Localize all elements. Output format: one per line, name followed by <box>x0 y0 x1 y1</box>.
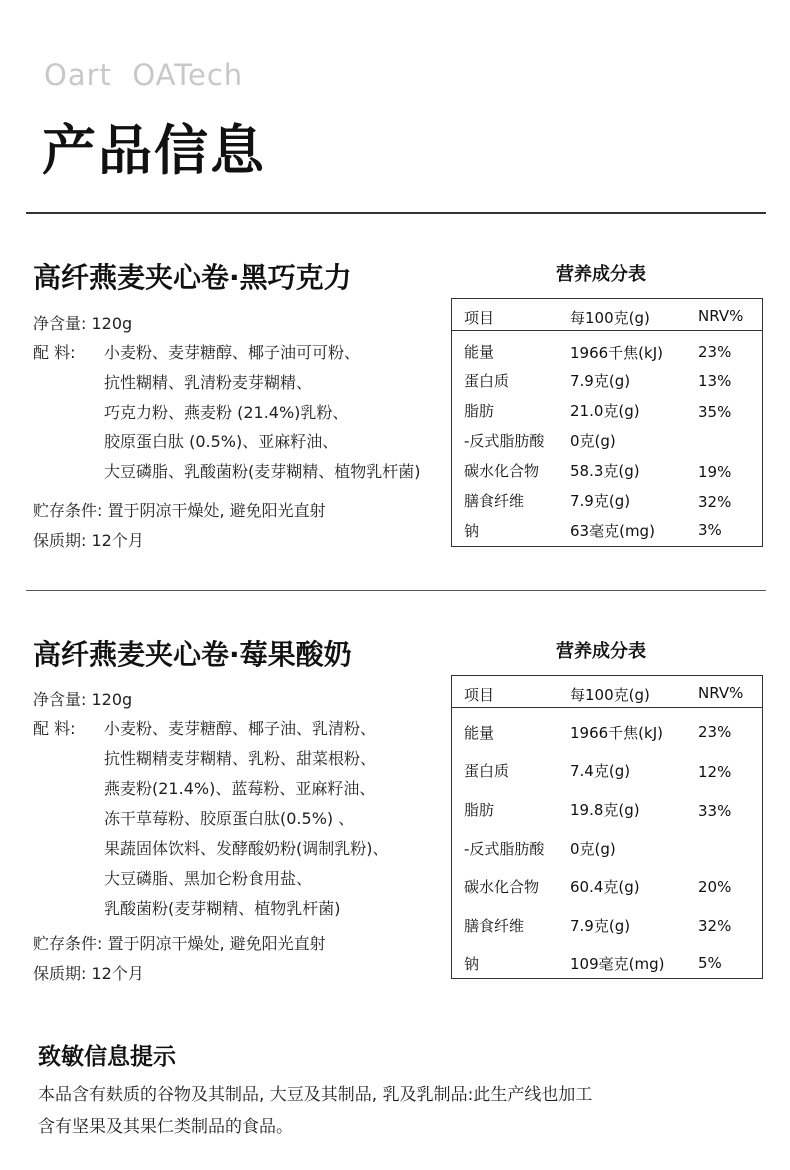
section-divider <box>26 590 766 591</box>
nutrient-amount: 63毫克(mg) <box>570 522 655 540</box>
nutrient-nrv: 35% <box>698 403 732 421</box>
storage-conditions: 贮存条件: 置于阴凉干燥处, 避免阳光直射 <box>33 934 326 953</box>
nutrient-nrv: 3% <box>698 521 722 539</box>
nutrition-table-title: 营养成分表 <box>556 641 646 662</box>
nutrient-nrv: 13% <box>698 372 732 390</box>
nutrient-name: 碳水化合物 <box>464 462 540 480</box>
ingredients-label: 配 料: <box>33 719 76 738</box>
nutrient-amount: 0克(g) <box>570 840 616 858</box>
nutrient-name: 脂肪 <box>464 402 495 420</box>
nutrient-nrv: 19% <box>698 463 732 481</box>
brand-logo-text: Oart OATech <box>44 58 244 92</box>
allergy-text-line: 本品含有麸质的谷物及其制品, 大豆及其制品, 乳及乳制品:此生产线也加工 <box>38 1085 593 1105</box>
nutrient-amount: 7.4克(g) <box>570 762 631 780</box>
nutrient-amount: 109毫克(mg) <box>570 955 665 973</box>
nutrient-amount: 60.4克(g) <box>570 878 640 896</box>
nutrient-amount: 21.0克(g) <box>570 402 640 420</box>
nutrient-nrv: 33% <box>698 802 732 820</box>
nutrient-amount: 58.3克(g) <box>570 462 640 480</box>
nutrient-amount: 0克(g) <box>570 432 616 450</box>
ingredients-label: 配 料: <box>33 343 76 362</box>
nutrient-name: 蛋白质 <box>464 372 510 390</box>
page-title: 产品信息 <box>42 119 266 182</box>
header-item: 项目 <box>464 309 495 327</box>
header-per100g: 每100克(g) <box>570 686 650 704</box>
nutrition-header-row <box>452 676 762 708</box>
ingredients-line: 大豆磷脂、黑加仑粉食用盐、 <box>104 869 313 888</box>
ingredients-line: 燕麦粉(21.4%)、蓝莓粉、亚麻籽油、 <box>104 779 376 798</box>
allergy-text-line: 含有坚果及其果仁类制品的食品。 <box>38 1117 293 1137</box>
nutrient-name: 能量 <box>464 724 495 742</box>
nutrient-nrv: 32% <box>698 493 732 511</box>
nutrient-amount: 7.9克(g) <box>570 372 631 390</box>
header-per100g: 每100克(g) <box>570 309 650 327</box>
nutrient-amount: 19.8克(g) <box>570 801 640 819</box>
product-name: 高纤燕麦夹心卷·黑巧克力 <box>33 261 352 294</box>
nutrient-name: 蛋白质 <box>464 762 510 780</box>
ingredients-line: 胶原蛋白肽 (0.5%)、亚麻籽油、 <box>104 432 339 451</box>
ingredients-line: 巧克力粉、燕麦粉 (21.4%)乳粉、 <box>104 403 349 422</box>
nutrient-amount: 1966千焦(kJ) <box>570 344 663 362</box>
nutrient-name: 脂肪 <box>464 801 495 819</box>
shelf-life: 保质期: 12个月 <box>33 531 144 550</box>
ingredients-line: 乳酸菌粉(麦芽糊精、植物乳杆菌) <box>104 899 341 918</box>
nutrient-name: 碳水化合物 <box>464 878 540 896</box>
net-content: 净含量: 120g <box>33 314 133 333</box>
nutrition-table <box>451 298 763 547</box>
nutrient-nrv: 32% <box>698 917 732 935</box>
product-name: 高纤燕麦夹心卷·莓果酸奶 <box>33 638 352 671</box>
nutrient-name: 能量 <box>464 343 495 361</box>
nutrient-name: -反式脂肪酸 <box>464 432 545 450</box>
nutrient-name: 钠 <box>464 522 480 540</box>
nutrition-table <box>451 675 763 979</box>
nutrient-nrv: 5% <box>698 954 722 972</box>
nutrient-nrv: 12% <box>698 763 732 781</box>
nutrient-name: -反式脂肪酸 <box>464 840 545 858</box>
ingredients-line: 抗性糊精、乳清粉麦芽糊精、 <box>104 373 313 392</box>
ingredients-line: 小麦粉、麦芽糖醇、椰子油可可粉、 <box>104 343 361 362</box>
ingredients-line: 小麦粉、麦芽糖醇、椰子油、乳清粉、 <box>104 719 377 738</box>
header-nrv: NRV% <box>698 684 744 702</box>
nutrient-amount: 7.9克(g) <box>570 492 631 510</box>
header-item: 项目 <box>464 686 495 704</box>
shelf-life: 保质期: 12个月 <box>33 964 144 983</box>
storage-conditions: 贮存条件: 置于阴凉干燥处, 避免阳光直射 <box>33 501 326 520</box>
nutrient-name: 钠 <box>464 955 480 973</box>
net-content: 净含量: 120g <box>33 690 133 709</box>
header-divider <box>26 212 766 214</box>
nutrient-name: 膳食纤维 <box>464 492 525 510</box>
nutrient-nrv: 23% <box>698 723 732 741</box>
ingredients-line: 果蔬固体饮料、发酵酸奶粉(调制乳粉)、 <box>104 839 389 858</box>
ingredients-line: 冻干草莓粉、胶原蛋白肽(0.5%) 、 <box>104 809 355 828</box>
nutrient-name: 膳食纤维 <box>464 917 525 935</box>
nutrient-amount: 1966千焦(kJ) <box>570 724 663 742</box>
nutrition-header-row <box>452 299 762 331</box>
nutrient-nrv: 20% <box>698 878 732 896</box>
ingredients-line: 抗性糊精麦芽糊精、乳粉、甜菜根粉、 <box>104 749 377 768</box>
allergy-title: 致敏信息提示 <box>38 1044 176 1070</box>
nutrient-nrv: 23% <box>698 343 732 361</box>
header-nrv: NRV% <box>698 307 744 325</box>
nutrition-table-title: 营养成分表 <box>556 264 646 285</box>
ingredients-line: 大豆磷脂、乳酸菌粉(麦芽糊精、植物乳杆菌) <box>104 462 421 481</box>
nutrient-amount: 7.9克(g) <box>570 917 631 935</box>
